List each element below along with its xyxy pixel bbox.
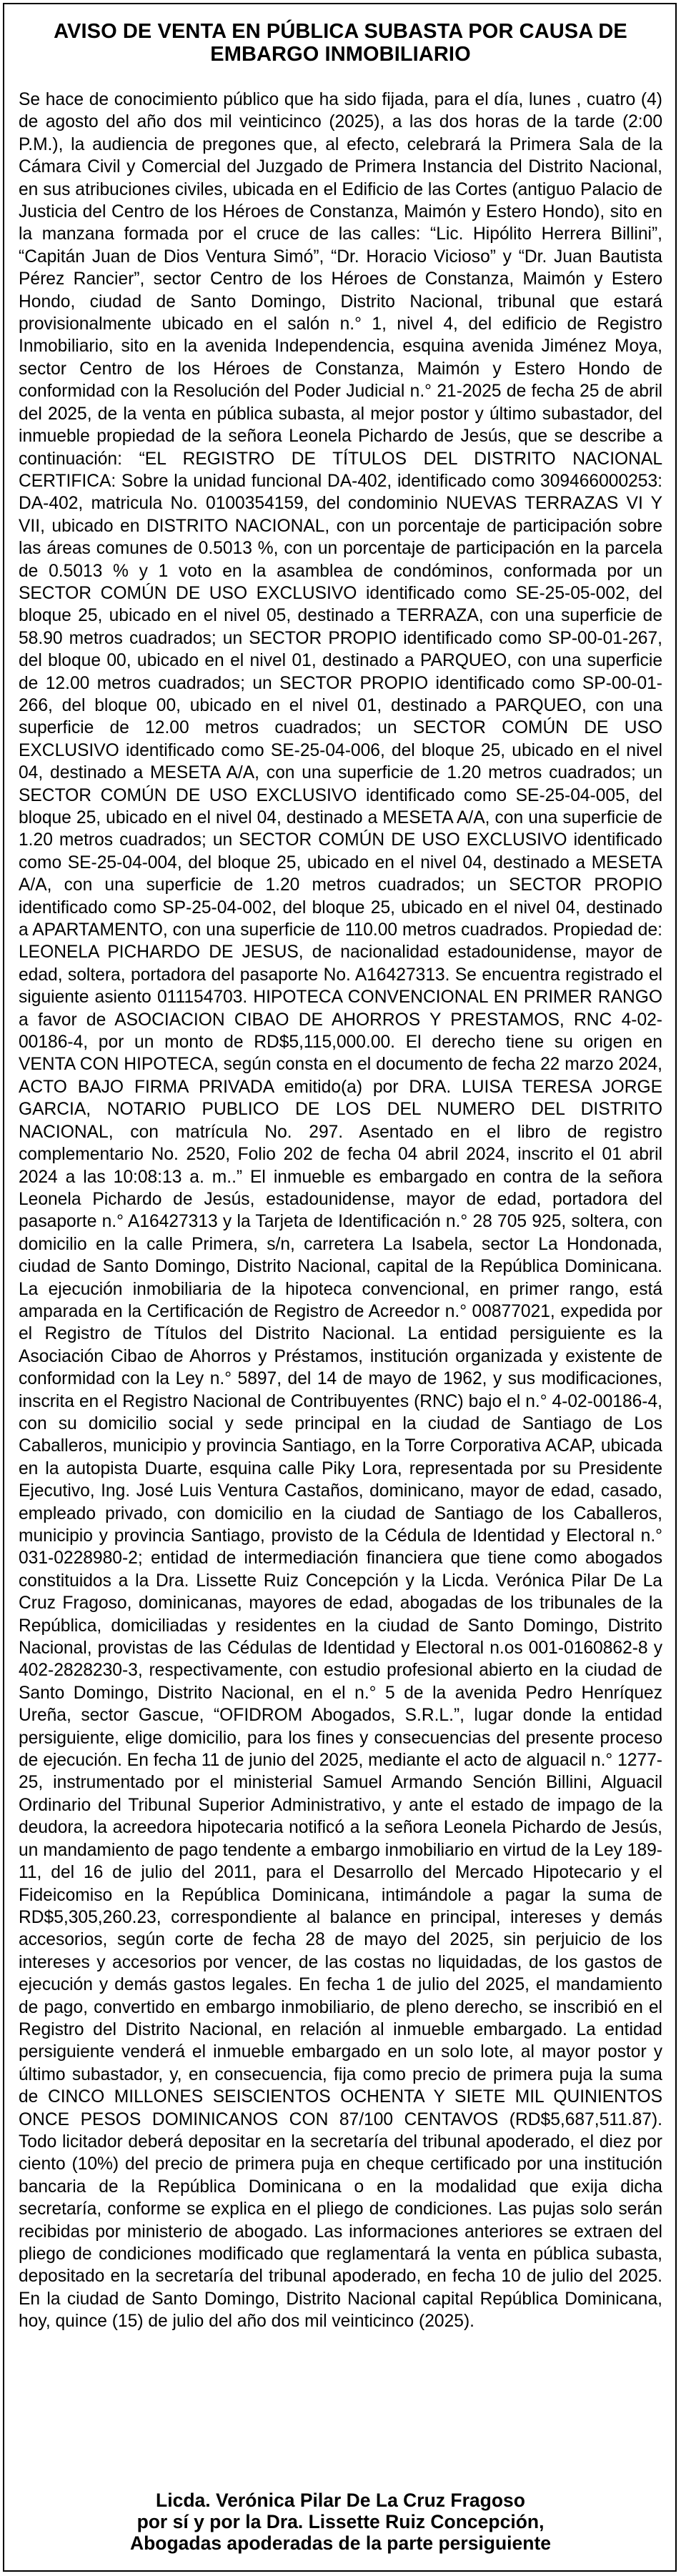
notice-title	[19, 20, 662, 66]
notice-title-line-1: AVISO DE VENTA EN PÚBLICA SUBASTA POR CAUSA DE	[54, 20, 627, 43]
notice-title-line-2: EMBARGO INMOBILIARIO	[210, 43, 471, 66]
signature-line-3: Abogadas apoderadas de la parte persiguiente	[129, 2532, 552, 2554]
signature-block	[19, 2490, 662, 2554]
notice	[19, 20, 662, 2333]
signature-line-2: por sí y por la Dra. Lissette Ruiz Concepción,	[136, 2511, 545, 2532]
signature-line-1: Licda. Verónica Pilar De La Cruz Fragoso	[156, 2490, 525, 2511]
notice-body: Se hace de conocimiento público que ha sido fijada, para el día, lunes , cuatro (4) de agosto del año dos mil veinticinco (2025), a las dos horas de la tarde (2:00 P.M.), la audiencia de pregones que, al efecto, celebrará la Primera Sala de la Cámara Civil y Comercial del Juzgado de Primera Instancia del Distrito Nacional, en sus atribuciones civiles, ubicada en el Edificio de las Cortes (antiguo Palacio de Justicia del Centro de los Héroes de Constanza, Maimón y Estero Hondo), sito en la manzana formada por el cruce de las calles: “Lic. Hipólito Herrera Billini”, “Capitán Juan de Dios Ventura Simó”, “Dr. Horacio Vicioso” y “Dr. Juan Bautista Pérez Rancier”, sector Centro de los Héroes de Constanza, Maimón y Estero Hondo, ciudad de Santo Domingo, Distrito Nacional, tribunal que estará provisionalmente ubicado en el salón n.° 1, nivel 4, del edificio de Registro Inmobiliario, sito en la avenida Independencia, esquina avenida Jiménez Moya, sector Centro de los Héroes de Constanza, Maimón y Estero Hondo de conformidad con la Resolución del Poder Judicial n.° 21-2025 de fecha 25 de abril del 2025, de la venta en pública subasta, al mejor postor y último subastador, del inmueble propiedad de la señora Leonela Pichardo de Jesús, que se describe a continuación: “EL REGISTRO DE TÍTULOS DEL DISTRITO NACIONAL CERTIFICA: Sobre la unidad funcional DA-402, identificado como 309466000253: DA-402, matricula No. 0100354159, del condominio NUEVAS TERRAZAS VI Y VII, ubicado en DISTRITO NACIONAL, con un porcentaje de participación sobre las áreas comunes de 0.5013 %, con un porcentaje de participación en la parcela de 0.5013 % y 1 voto en la asamblea de condóminos, conformada por un SECTOR COMÚN DE USO EXCLUSIVO identificado como SE-25-05-002, del bloque 25, ubicado en el nivel 05, destinado a TERRAZA, con una superficie de 58.90 metros cuadrados; un SECTOR PROPIO identificado como SP-00-01-267, del bloque 00, ubicado en el nivel 01, destinado a PARQUEO, con una superficie de 12.00 metros cuadrados; un SECTOR PROPIO identificado como SP-00-01-266, del bloque 00, ubicado en el nivel 01, destinado a PARQUEO, con una superficie de 12.00 metros cuadrados; un SECTOR COMÚN DE USO EXCLUSIVO identificado como SE-25-04-006, del bloque 25, ubicado en el nivel 04, destinado a MESETA A/A, con una superficie de 1.20 metros cuadrados; un SECTOR COMÚN DE USO EXCLUSIVO identificado como SE-25-04-005, del bloque 25, ubicado en el nivel 04, destinado a MESETA A/A, con una superficie de 1.20 metros cuadrados; un SECTOR COMÚN DE USO EXCLUSIVO identificado como SE-25-04-004, del bloque 25, ubicado en el nivel 04, destinado a MESETA A/A, con una superficie de 1.20 metros cuadrados; un SECTOR PROPIO identificado como SP-25-04-002, del bloque 25, ubicado en el nivel 04, destinado a APARTAMENTO, con una superficie de 110.00 metros cuadrados. Propiedad de: LEONELA PICHARDO DE JESUS, de nacionalidad estadounidense, mayor de edad, soltera, portadora del pasaporte No. A16427313. Se encuentra registrado el siguiente asiento 011154703. HIPOTECA CONVENCIONAL EN PRIMER RANGO a favor de ASOCIACION CIBAO DE AHORROS Y PRESTAMOS, RNC 4-02-00186-4, por un monto de RD$5,115,000.00. El derecho tiene su origen en VENTA CON HIPOTECA, según consta en el documento de fecha 22 marzo 2024, ACTO BAJO FIRMA PRIVADA emitido(a) por DRA. LUISA TERESA JORGE GARCIA, NOTARIO PUBLICO DE LOS DEL NUMERO DEL DISTRITO NACIONAL, con matrícula No. 297. Asentado en el libro de registro complementario No. 2520, Folio 202 de fecha 04 abril 2024, inscrito el 01 abril 2024 a las 10:08:13 a. m..” El inmueble es embargado en contra de la señora Leonela Pichardo de Jesús, estadounidense, mayor de edad, portadora del pasaporte n.° A16427313 y la Tarjeta de Identificación n.° 28 705 925, soltera, con domicilio en la calle Primera, s/n, carretera La Isabela, sector La Hondonada, ciudad de Santo Domingo, Distrito Nacional, capital de la República Dominicana. La ejecución inmobiliaria de la hipoteca convencional, en primer rango, está amparada en la Certificación de Registro de Acreedor n.° 00877021, expedida por el Registro de Títulos del Distrito Nacional. La entidad persiguiente es la Asociación Cibao de Ahorros y Préstamos, institución organizada y existente de conformidad con la Ley n.° 5897, del 14 de mayo de 1962, y sus modificaciones, inscrita en el Registro Nacional de Contribuyentes (RNC) bajo el n.° 4-02-00186-4, con su domicilio social y sede principal en la ciudad de Santiago de Los Caballeros, municipio y provincia Santiago, en la Torre Corporativa ACAP, ubicada en la autopista Duarte, esquina calle Piky Lora, representada por su Presidente Ejecutivo, Ing. José Luis Ventura Castaños, dominicano, mayor de edad, casado, empleado privado, con domicilio en la ciudad de Santiago de los Caballeros, municipio y provincia Santiago, provisto de la Cédula de Identidad y Electoral n.° 031-0228980-2; entidad de intermediación financiera que tiene como abogados constituidos a la Dra. Lissette Ruiz Concepción y la Licda. Verónica Pilar De La Cruz Fragoso, dominicanas, mayores de edad, abogadas de los tribunales de la República, domiciliadas y residentes en la ciudad de Santo Domingo, Distrito Nacional, provistas de las Cédulas de Identidad y Electoral n.os 001-0160862-8 y 402-2828230-3, respectivamente, con estudio profesional abierto en la ciudad de Santo Domingo, Distrito Nacional, en el n.° 5 de la avenida Pedro Henríquez Ureña, sector Gascue, “OFIDROM Abogados, S.R.L.”, lugar donde la entidad persiguiente, elige domicilio, para los fines y consecuencias del presente proceso de ejecución. En fecha 11 de junio del 2025, mediante el acto de alguacil n.° 1277-25, instrumentado por el ministerial Samuel Armando Sención Billini, Alguacil Ordinario del Tribunal Superior Administrativo, y ante el estado de impago de la deudora, la acreedora hipotecaria notificó a la señora Leonela Pichardo de Jesús, un mandamiento de pago tendente a embargo inmobiliario en virtud de la Ley 189-11, del 16 de julio del 2011, para el Desarrollo del Mercado Hipotecario y el Fideicomiso en la República Dominicana, intimándole a pagar la suma de RD$5,305,260.23, correspondiente al balance en principal, intereses y demás accesorios, según corte de fecha 28 de mayo del 2025, sin perjuicio de los intereses y accesorios por vencer, de las costas no liquidadas, de los gastos de ejecución y demás gastos legales. En fecha 1 de julio del 2025, el mandamiento de pago, convertido en embargo inmobiliario, de pleno derecho, se inscribió en el Registro del Distrito Nacional, en relación al inmueble embargado. La entidad persiguiente venderá el inmueble embargado en un solo lote, al mayor postor y último subastador, y, en consecuencia, fija como precio de primera puja la suma de CINCO MILLONES SEISCIENTOS OCHENTA Y SIETE MIL QUINIENTOS ONCE PESOS DOMINICANOS CON 87/100 CENTAVOS (RD$5,687,511.87). Todo licitador deberá depositar en la secretaría del tribunal apoderado, el diez por ciento (10%) del precio de primera puja en cheque certificado por una institución bancaria de la República Dominicana o en la modalidad que exija dicha secretaría, conforme se explica en el pliego de condiciones. Las pujas solo serán recibidas por ministerio de abogado. Las informaciones anteriores se extraen del pliego de condiciones modificado que reglamentará la venta en pública subasta, depositado en la secretaría del tribunal apoderado, en fecha 10 de julio del 2025. En la ciudad de Santo Domingo, Distrito Nacional capital República Dominicana, hoy, quince (15) de julio del año dos mil veinticinco (2025).	[19, 90, 662, 2332]
